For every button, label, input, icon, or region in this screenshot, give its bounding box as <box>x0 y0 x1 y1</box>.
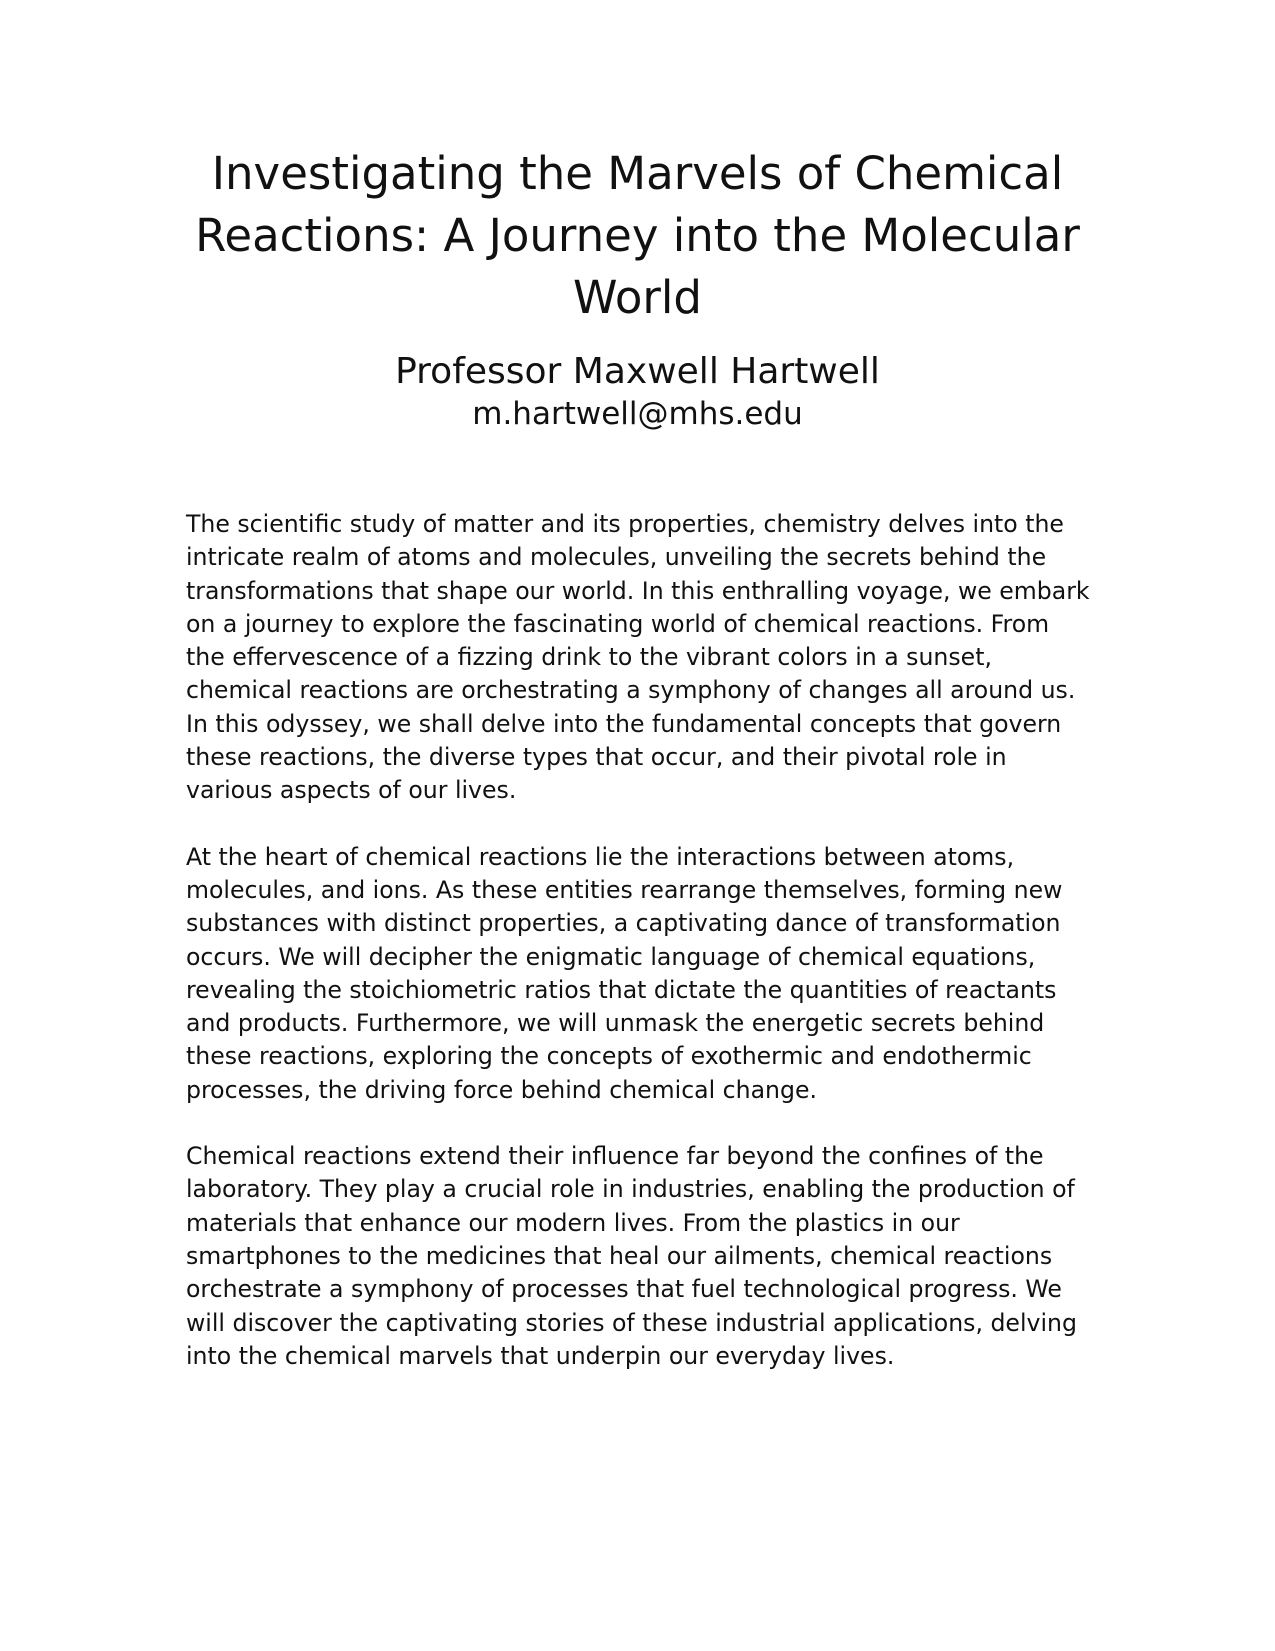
author-name: Professor Maxwell Hartwell <box>395 351 880 392</box>
author-email: m.hartwell@mhs.edu <box>472 396 803 432</box>
document-body <box>186 508 1091 1406</box>
paragraph-3: Chemical reactions extend their influence far beyond the confines of the laboratory. They play a crucial role in industries, enabling the production of materials that enhance our modern lives. From the plastics in our smartphones to the medicines that heal our ailments, chemical reactions orchestrate a symphony of processes that fuel technological progress. We will discover the captivating stories of these industrial applications, delving into the chemical marvels that underpin our everyday lives. <box>186 1142 1077 1370</box>
document-title: Investigating the Marvels of Chemical Reactions: A Journey into the Molecular World <box>195 147 1080 324</box>
paragraph-1: The scientific study of matter and its properties, chemistry delves into the intricate realm of atoms and molecules, unveiling the secrets behind the transformations that shape our world. In this enthralling voyage, we embark on a journey to explore the fascinating world of chemical reactions. From the effervescence of a fizzing drink to the vibrant colors in a sunset, chemical reactions are orchestrating a symphony of changes all around us. In this odyssey, we shall delve into the fundamental concepts that govern these reactions, the diverse types that occur, and their pivotal role in various aspects of our lives. <box>186 510 1090 805</box>
paragraph-2: At the heart of chemical reactions lie the interactions between atoms, molecules, and ions. As these entities rearrange themselves, forming new substances with distinct properties, a captivating dance of transformation occurs. We will decipher the enigmatic language of chemical equations, revealing the stoichiometric ratios that dictate the quantities of reactants and products. Furthermore, we will unmask the energetic secrets behind these reactions, exploring the concepts of exothermic and endothermic processes, the driving force behind chemical change. <box>186 842 1063 1104</box>
